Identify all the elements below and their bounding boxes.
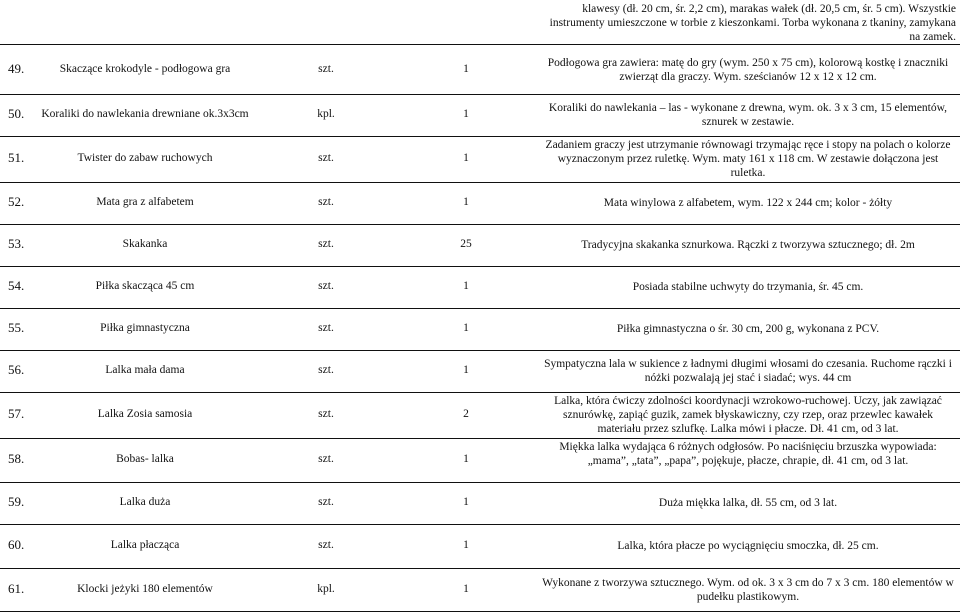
row-number: 51. xyxy=(8,150,25,165)
table-row xyxy=(0,524,960,568)
item-quantity: 2 xyxy=(463,408,469,420)
item-quantity: 1 xyxy=(463,63,469,75)
item-unit: szt. xyxy=(318,408,334,420)
item-unit: szt. xyxy=(318,539,334,551)
table-row xyxy=(0,266,960,308)
item-description: Zadaniem graczy jest utrzymanie równowagi trzymając ręce i stopy na polach o kolorze wyznaczonym przez ruletkę. Wym. maty 161 x 118 cm. W zestawie dołączona jest ruletka. xyxy=(545,139,951,179)
table-row xyxy=(0,308,960,350)
row-number: 60. xyxy=(8,537,25,552)
item-unit: szt. xyxy=(318,238,334,250)
item-quantity: 1 xyxy=(463,496,469,508)
table-row xyxy=(0,136,960,182)
item-unit: kpl. xyxy=(317,108,335,120)
item-name: Mata gra z alfabetem xyxy=(96,196,194,208)
item-description: Posiada stabilne uchwyty do trzymania, śr. 45 cm. xyxy=(632,281,864,293)
row-number: 50. xyxy=(8,106,25,121)
item-name: Lalka mała dama xyxy=(105,364,185,376)
item-description: Podłogowa gra zawiera: matę do gry (wym. 250 x 75 cm), kolorową kostkę i znaczniki zwierząt dla graczy. Wym. sześcianów 12 x 12 x 12 cm. xyxy=(547,57,949,83)
item-unit: szt. xyxy=(318,63,334,75)
item-quantity: 1 xyxy=(463,152,469,164)
item-name: Lalka Zosia samosia xyxy=(97,408,193,420)
item-name: Koraliki do nawlekania drewniane ok.3x3cm xyxy=(41,108,249,120)
table-row xyxy=(0,182,960,224)
item-unit: szt. xyxy=(318,196,334,208)
item-description: Tradycyjna skakanka sznurkowa. Rączki z tworzywa sztucznego; dł. 2m xyxy=(581,239,915,251)
item-description: Miękka lalka wydająca 6 różnych odgłosów. Po naciśnięciu brzuszka wypowiada: „mama”, „tata”, „papa”, pojękuje, płacze, chrapie, dł. 41 cm, od 3 lat. xyxy=(559,441,937,467)
item-unit: szt. xyxy=(318,496,334,508)
item-name: Piłka gimnastyczna xyxy=(100,322,190,334)
row-number: 54. xyxy=(8,278,25,293)
item-description: Koraliki do nawlekania – las - wykonane z drewna, wym. ok. 3 x 3 cm, 15 elementów, sznurek w zestawie. xyxy=(548,102,948,128)
row-number: 58. xyxy=(8,451,25,466)
row-number: 59. xyxy=(8,494,25,509)
table-row xyxy=(0,94,960,136)
item-description: Wykonane z tworzywa sztucznego. Wym. od ok. 3 x 3 cm do 7 x 3 cm. 180 elementów w pudełku plastikowym. xyxy=(542,577,954,603)
item-quantity: 1 xyxy=(463,583,469,595)
item-description: Mata winylowa z alfabetem, wym. 122 x 244 cm; kolor - żółty xyxy=(603,197,893,209)
row-separator xyxy=(0,44,960,45)
table-row xyxy=(0,568,960,611)
item-unit: szt. xyxy=(318,152,334,164)
row-number: 49. xyxy=(8,61,25,76)
item-name: Lalka płacząca xyxy=(110,539,180,551)
table-row xyxy=(0,438,960,482)
row-number: 56. xyxy=(8,362,25,377)
intro-description: klawesy (dł. 20 cm, śr. 2,2 cm), marakas wałek (dł. 20,5 cm, śr. 5 cm). Wszystkie instrumenty umieszczone w torbie z kieszonkami. Torba wykonana z tkaniny, zamykana na zamek. xyxy=(549,3,956,43)
row-number: 61. xyxy=(8,581,25,596)
table-row xyxy=(0,350,960,392)
item-unit: kpl. xyxy=(317,583,335,595)
item-name: Twister do zabaw ruchowych xyxy=(77,152,213,164)
item-unit: szt. xyxy=(318,322,334,334)
item-unit: szt. xyxy=(318,453,334,465)
item-name: Piłka skacząca 45 cm xyxy=(95,280,195,292)
item-description: Lalka, która płacze po wyciągnięciu smoczka, dł. 25 cm. xyxy=(617,540,879,552)
item-description: Piłka gimnastyczna o śr. 30 cm, 200 g, wykonana z PCV. xyxy=(616,323,880,335)
row-number: 53. xyxy=(8,236,25,251)
item-unit: szt. xyxy=(318,364,334,376)
item-name: Skakanka xyxy=(122,238,168,250)
item-name: Klocki jeżyki 180 elementów xyxy=(77,583,213,595)
item-quantity: 1 xyxy=(463,539,469,551)
item-quantity: 1 xyxy=(463,196,469,208)
item-name: Skaczące krokodyle - podłogowa gra xyxy=(59,63,231,75)
table-row xyxy=(0,46,960,94)
table-row xyxy=(0,224,960,266)
item-name: Bobas- lalka xyxy=(116,453,174,465)
table-row xyxy=(0,482,960,524)
item-description: Duża miękka lalka, dł. 55 cm, od 3 lat. xyxy=(658,497,838,509)
item-quantity: 1 xyxy=(463,280,469,292)
row-number: 55. xyxy=(8,320,25,335)
item-name: Lalka duża xyxy=(119,496,171,508)
table-row xyxy=(0,392,960,438)
row-number: 52. xyxy=(8,194,25,209)
item-description: Sympatyczna lala w sukience z ładnymi długimi włosami do czesania. Ruchome rączki i nóżki pozwalają jej stać i siadać; wys. 44 cm xyxy=(544,358,952,384)
item-quantity: 1 xyxy=(463,453,469,465)
item-quantity: 25 xyxy=(460,238,472,250)
item-quantity: 1 xyxy=(463,364,469,376)
item-quantity: 1 xyxy=(463,322,469,334)
item-description: Lalka, która ćwiczy zdolności koordynacji wzrokowo-ruchowej. Uczy, jak zawiązać sznurówkę, zapiąć guzik, zamek błyskawiczny, czy rzep, oraz przewlec kawałek materiału przez szlufkę. Lalka mówi i płacze. Dł. 41 cm, od 3 lat. xyxy=(554,395,942,435)
row-number: 57. xyxy=(8,406,25,421)
item-unit: szt. xyxy=(318,280,334,292)
item-quantity: 1 xyxy=(463,108,469,120)
